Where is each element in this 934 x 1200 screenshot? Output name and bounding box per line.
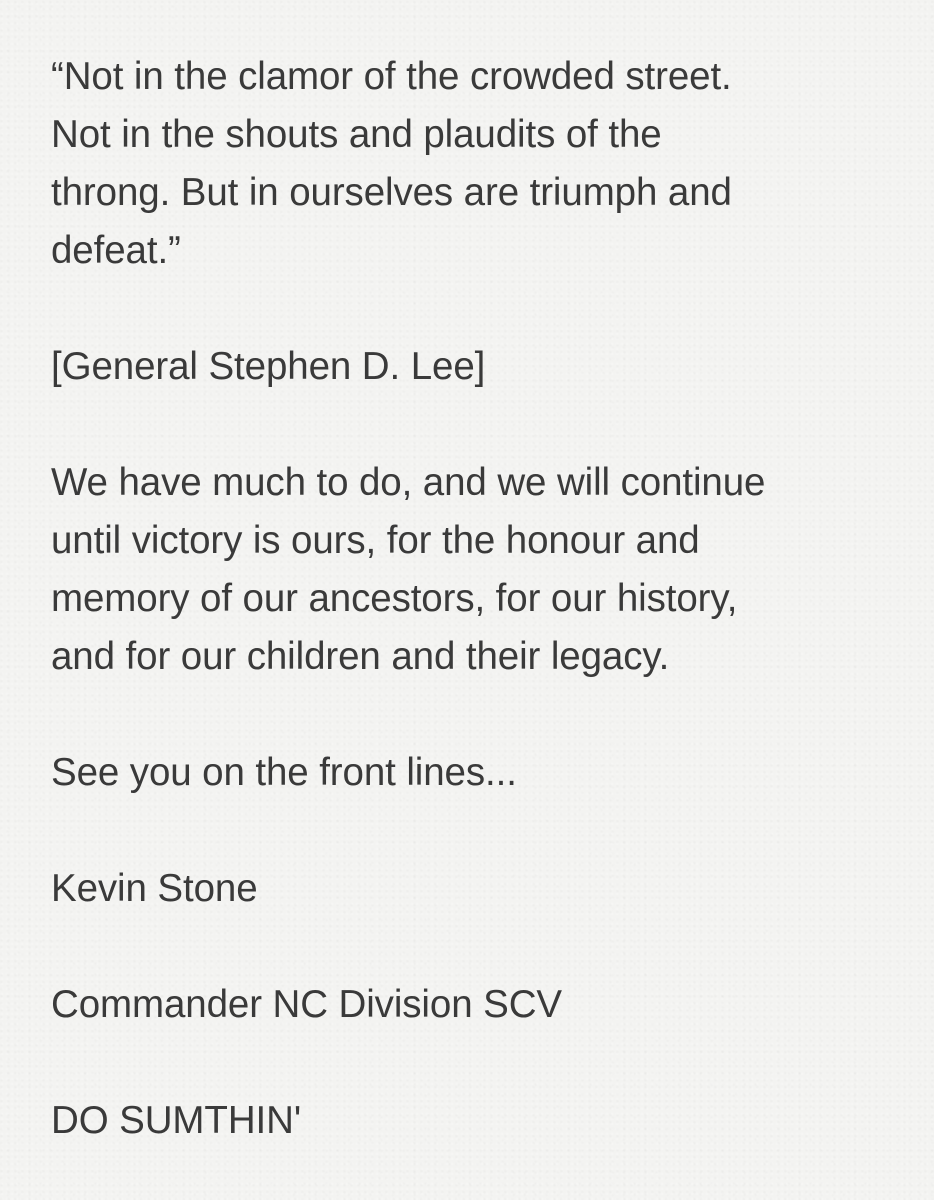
paragraph-gap [51, 802, 911, 860]
paragraph-gap [51, 686, 911, 744]
paragraph-gap [51, 1034, 911, 1092]
closing-line: DO SUMTHIN' [51, 1099, 302, 1142]
paragraph-gap [51, 396, 911, 454]
farewell-line: See you on the front lines... [51, 751, 517, 794]
paragraph-gap [51, 280, 911, 338]
quote-attribution: [General Stephen D. Lee] [51, 345, 486, 388]
message-line: We have much to do, and we will continue [51, 461, 766, 504]
quote-line: throng. But in ourselves are triumph and [51, 171, 732, 214]
signature-name: Kevin Stone [51, 867, 258, 910]
paragraph-gap [51, 918, 911, 976]
message-line: until victory is ours, for the honour and [51, 519, 700, 562]
quote-paragraph [51, 48, 851, 280]
quote-line: Not in the shouts and plaudits of the [51, 113, 662, 156]
message-line: and for our children and their legacy. [51, 635, 670, 678]
quote-line: “Not in the clamor of the crowded street. [51, 55, 732, 98]
note-document [51, 48, 911, 1150]
quote-line: defeat.” [51, 229, 181, 272]
signature-title: Commander NC Division SCV [51, 983, 562, 1026]
message-paragraph [51, 454, 871, 686]
message-line: memory of our ancestors, for our history, [51, 577, 738, 620]
